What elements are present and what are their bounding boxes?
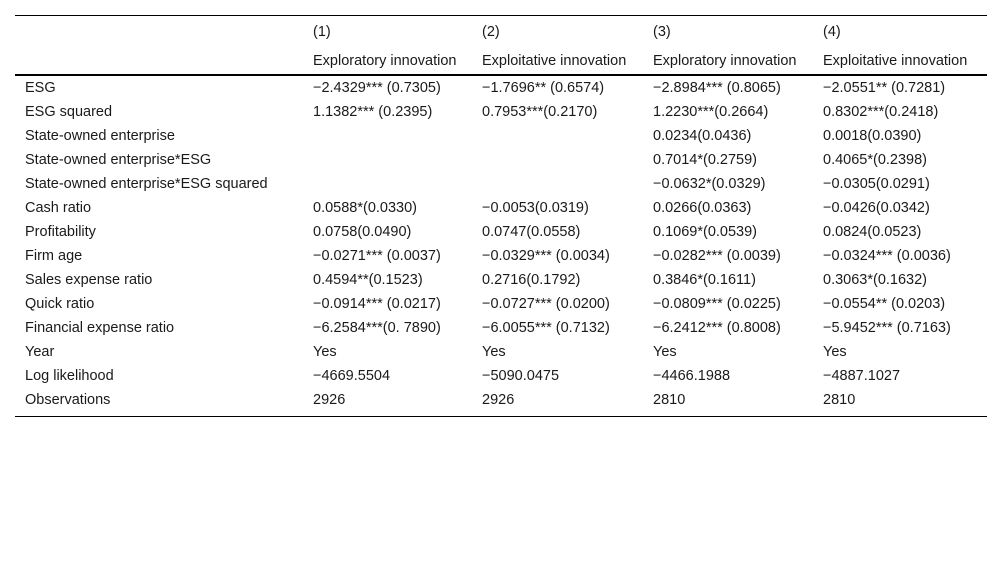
column-label: Exploitative innovation (472, 51, 643, 75)
coefficient-cell: −4669.5504 (313, 368, 391, 384)
coefficient-cell: −0.0053(0.0319) (482, 200, 589, 216)
table-row (15, 293, 987, 317)
coefficient-cell: 0.7953***(0.2170) (482, 104, 598, 120)
coefficient-cell: −6.0055*** (0.7132) (482, 320, 610, 336)
coefficient-cell: 0.4065*(0.2398) (823, 152, 927, 168)
coefficient-cell: −0.0271*** (0.0037) (313, 248, 441, 264)
coefficient-cell: 2810 (643, 389, 813, 417)
table-row (15, 149, 987, 173)
coefficient-cell: 1.2230***(0.2664) (653, 104, 769, 120)
coefficient-cell: 0.1069*(0.0539) (653, 224, 757, 240)
coefficient-cell: −6.2412*** (0.8008) (653, 320, 781, 336)
coefficient-cell: −1.7696** (0.6574) (482, 80, 605, 96)
coefficient-cell: −4466.1988 (653, 368, 731, 384)
column-label: Exploratory innovation (643, 51, 813, 75)
table-header (15, 16, 987, 76)
table-row (15, 221, 987, 245)
row-variable-name: State-owned enterprise*ESG squared (25, 176, 268, 192)
coefficient-cell: 0.0588*(0.0330) (313, 200, 417, 216)
coefficient-cell: 0.0824(0.0523) (823, 224, 922, 240)
table-row (15, 341, 987, 365)
row-variable-name: ESG (25, 80, 56, 96)
coefficient-cell: 0.3846*(0.1611) (653, 272, 756, 288)
coefficient-cell: −0.0426(0.0342) (823, 200, 930, 216)
coefficient-cell: −0.0809*** (0.0225) (653, 296, 781, 312)
table-row (15, 269, 987, 293)
coefficient-cell (472, 125, 643, 149)
table-row (15, 245, 987, 269)
coefficient-cell: Yes (653, 344, 677, 360)
coefficient-cell: −0.0632*(0.0329) (653, 176, 766, 192)
coefficient-cell: −0.0329*** (0.0034) (482, 248, 610, 264)
table-row (15, 389, 987, 417)
row-variable-name: Profitability (25, 224, 96, 240)
coefficient-cell: −0.0324*** (0.0036) (823, 248, 951, 264)
coefficient-cell: −0.0727*** (0.0200) (482, 296, 610, 312)
coefficient-cell: −0.0554** (0.0203) (823, 296, 946, 312)
coefficient-cell: 0.0234(0.0436) (653, 128, 752, 144)
coefficient-cell: 0.0747(0.0558) (482, 224, 581, 240)
column-number: (4) (813, 16, 987, 52)
coefficient-cell: 1.1382*** (0.2395) (313, 104, 433, 120)
table-row (15, 197, 987, 221)
coefficient-cell: Yes (313, 344, 337, 360)
coefficient-cell: 0.4594**(0.1523) (313, 272, 423, 288)
row-variable-name: Financial expense ratio (25, 320, 175, 336)
coefficient-cell: 0.3063*(0.1632) (823, 272, 927, 288)
regression-table (15, 15, 987, 417)
coefficient-cell (303, 149, 472, 173)
regression-table-container (15, 15, 987, 417)
column-number: (2) (472, 16, 643, 52)
table-row (15, 173, 987, 197)
row-variable-name: Observations (15, 389, 303, 417)
column-label: Exploratory innovation (303, 51, 472, 75)
row-variable-name: ESG squared (25, 104, 113, 120)
coefficient-cell (472, 149, 643, 173)
row-variable-name: Cash ratio (25, 200, 92, 216)
header-corner (15, 16, 303, 52)
coefficient-cell: −2.8984*** (0.8065) (653, 80, 781, 96)
coefficient-cell: 0.7014*(0.2759) (653, 152, 757, 168)
coefficient-cell: 0.0758(0.0490) (313, 224, 412, 240)
coefficient-cell: −2.0551** (0.7281) (823, 80, 946, 96)
coefficient-cell: −0.0305(0.0291) (823, 176, 930, 192)
row-variable-name: Sales expense ratio (25, 272, 153, 288)
coefficient-cell: −5090.0475 (482, 368, 560, 384)
table-row (15, 317, 987, 341)
column-label: Exploitative innovation (813, 51, 987, 75)
coefficient-cell: 2810 (813, 389, 987, 417)
header-number-row (15, 16, 987, 52)
coefficient-cell (472, 173, 643, 197)
coefficient-cell: Yes (823, 344, 847, 360)
row-variable-name: Firm age (25, 248, 83, 264)
table-row (15, 101, 987, 125)
column-number: (1) (303, 16, 472, 52)
coefficient-cell: 0.0018(0.0390) (823, 128, 922, 144)
coefficient-cell: −2.4329*** (0.7305) (313, 80, 441, 96)
coefficient-cell (303, 125, 472, 149)
row-variable-name: State-owned enterprise*ESG (25, 152, 212, 168)
column-number: (3) (643, 16, 813, 52)
row-variable-name: Log likelihood (25, 368, 114, 384)
coefficient-cell: 0.8302***(0.2418) (823, 104, 939, 120)
coefficient-cell: 0.0266(0.0363) (653, 200, 752, 216)
header-corner (15, 51, 303, 75)
coefficient-cell: −4887.1027 (823, 368, 901, 384)
header-label-row (15, 51, 987, 75)
coefficient-cell: 2926 (472, 389, 643, 417)
table-row (15, 75, 987, 101)
row-variable-name: State-owned enterprise (25, 128, 175, 144)
table-row (15, 125, 987, 149)
coefficient-cell: −0.0914*** (0.0217) (313, 296, 441, 312)
coefficient-cell: 2926 (303, 389, 472, 417)
row-variable-name: Quick ratio (25, 296, 95, 312)
table-body (15, 75, 987, 417)
coefficient-cell: −5.9452*** (0.7163) (823, 320, 951, 336)
coefficient-cell: −6.2584***(0. 7890) (313, 320, 441, 336)
coefficient-cell: Yes (482, 344, 506, 360)
table-row (15, 365, 987, 389)
coefficient-cell (303, 173, 472, 197)
coefficient-cell: −0.0282*** (0.0039) (653, 248, 781, 264)
row-variable-name: Year (25, 344, 55, 360)
coefficient-cell: 0.2716(0.1792) (482, 272, 581, 288)
